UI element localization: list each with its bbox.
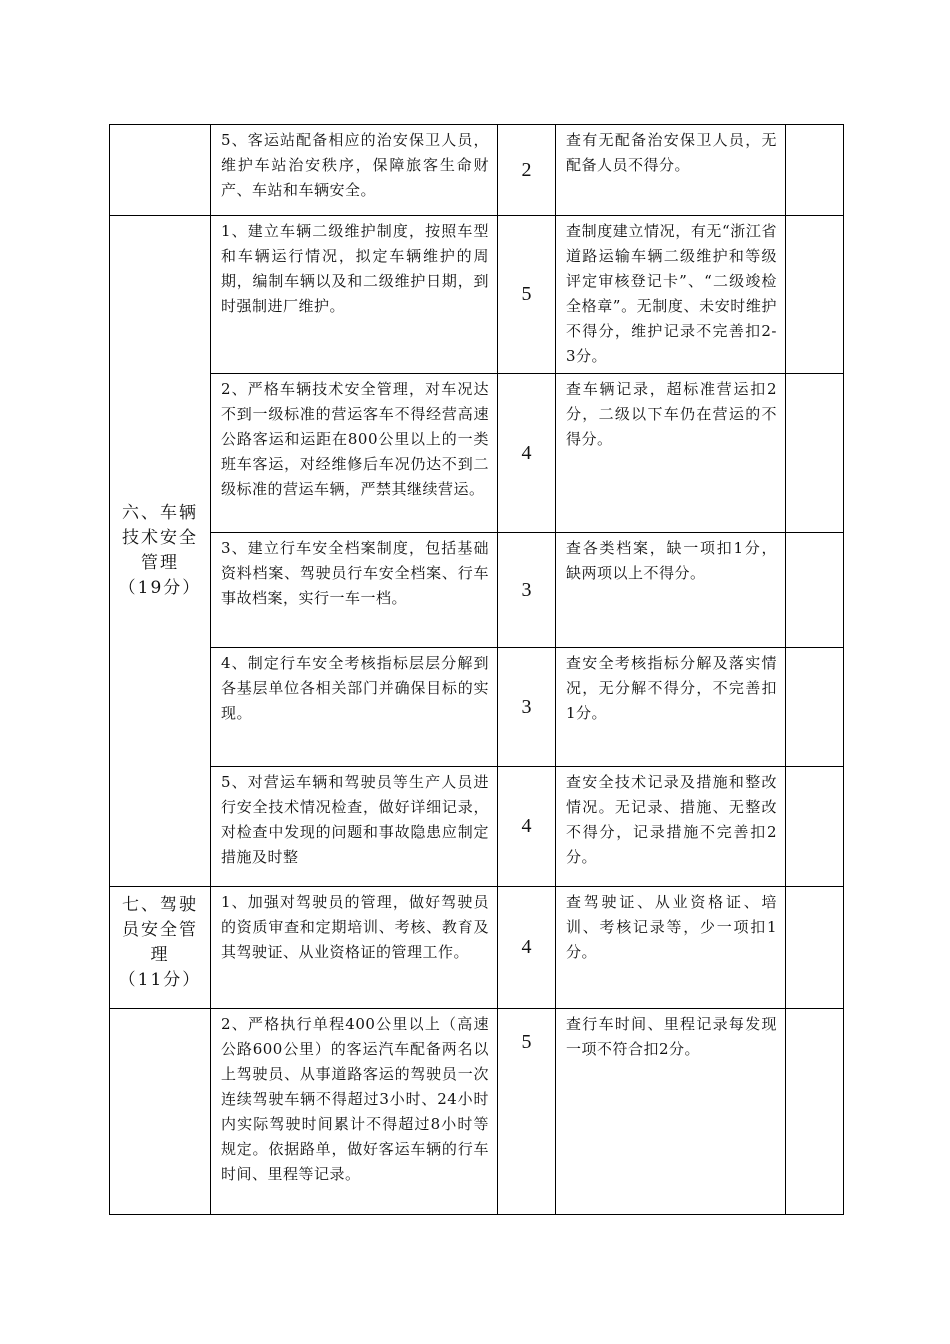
remark-cell (786, 1009, 844, 1215)
category-cell-empty (110, 1009, 211, 1215)
requirement-cell: 1、加强对驾驶员的管理，做好驾驶员的资质审查和定期培训、考核、教育及其驾驶证、从业资格证的管理工作。 (211, 887, 498, 1009)
criteria-cell: 查行车时间、里程记录每发现一项不符合扣2分。 (556, 1009, 786, 1215)
score-cell: 4 (498, 374, 556, 533)
score-cell: 3 (498, 533, 556, 648)
category-line: 七、驾驶 (122, 895, 198, 915)
table-row (110, 125, 844, 216)
criteria-cell: 查安全技术记录及措施和整改情况。无记录、措施、无整改不得分，记录措施不完善扣2分。 (556, 767, 786, 887)
category-line: 理 (150, 945, 170, 965)
criteria-cell: 查驾驶证、从业资格证、培训、考核记录等，少一项扣1分。 (556, 887, 786, 1009)
requirement-cell: 4、制定行车安全考核指标层层分解到各基层单位各相关部门并确保目标的实现。 (211, 648, 498, 767)
criteria-cell: 查有无配备治安保卫人员，无配备人员不得分。 (556, 125, 786, 216)
remark-cell (786, 125, 844, 216)
criteria-cell: 查安全考核指标分解及落实情况，无分解不得分，不完善扣1分。 (556, 648, 786, 767)
remark-cell (786, 648, 844, 767)
table-row (110, 374, 844, 533)
score-cell: 4 (498, 887, 556, 1009)
category-line: 技术安全 (122, 528, 198, 548)
category-score: （11分） (118, 970, 202, 990)
table-row (110, 1009, 844, 1215)
score-cell: 3 (498, 648, 556, 767)
remark-cell (786, 533, 844, 648)
criteria-cell: 查车辆记录，超标准营运扣2分，二级以下车仍在营运的不得分。 (556, 374, 786, 533)
table-row (110, 648, 844, 767)
requirement-cell: 1、建立车辆二级维护制度，按照车型和车辆运行情况，拟定车辆维护的周期，编制车辆以及和二级维护日期，到时强制进厂维护。 (211, 216, 498, 374)
criteria-cell: 查制度建立情况，有无“浙江省道路运输车辆二级维护和等级评定审核登记卡”、“二级竣检全格章”。无制度、未安时维护不得分，维护记录不完善扣2-3分。 (556, 216, 786, 374)
table-row (110, 216, 844, 374)
criteria-cell: 查各类档案，缺一项扣1分，缺两项以上不得分。 (556, 533, 786, 648)
table-row (110, 887, 844, 1009)
remark-cell (786, 216, 844, 374)
category-cell-empty (110, 125, 211, 216)
category-vehicle-safety (110, 216, 211, 887)
score-cell: 5 (498, 216, 556, 374)
score-cell: 2 (498, 125, 556, 216)
evaluation-table (109, 124, 844, 1215)
score-cell: 4 (498, 767, 556, 887)
requirement-cell: 2、严格执行单程400公里以上（高速公路600公里）的客运汽车配备两名以上驾驶员、从事道路客运的驾驶员一次连续驾驶车辆不得超过3小时、24小时内实际驾驶时间累计不得超过8小时等规定。依据路单，做好客运车辆的行车时间、里程等记录。 (211, 1009, 498, 1215)
requirement-cell: 5、对营运车辆和驾驶员等生产人员进行安全技术情况检查，做好详细记录，对检查中发现的问题和事故隐患应制定措施及时整 (211, 767, 498, 887)
category-driver-safety (110, 887, 211, 1009)
table-row (110, 767, 844, 887)
category-line: 六、车辆 (122, 503, 198, 523)
requirement-cell: 5、客运站配备相应的治安保卫人员，维护车站治安秩序，保障旅客生命财产、车站和车辆安全。 (211, 125, 498, 216)
score-cell: 5 (498, 1009, 556, 1215)
category-line: 员安全管 (122, 920, 198, 940)
requirement-cell: 2、严格车辆技术安全管理，对车况达不到一级标准的营运客车不得经营高速公路客运和运距在800公里以上的一类班车客运，对经维修后车况仍达不到二级标准的营运车辆，严禁其继续营运。 (211, 374, 498, 533)
remark-cell (786, 374, 844, 533)
remark-cell (786, 767, 844, 887)
category-line: 管理 (141, 553, 179, 573)
category-score: （19分） (118, 578, 202, 598)
requirement-cell: 3、建立行车安全档案制度，包括基础资料档案、驾驶员行车安全档案、行车事故档案，实行一车一档。 (211, 533, 498, 648)
table-row (110, 533, 844, 648)
remark-cell (786, 887, 844, 1009)
